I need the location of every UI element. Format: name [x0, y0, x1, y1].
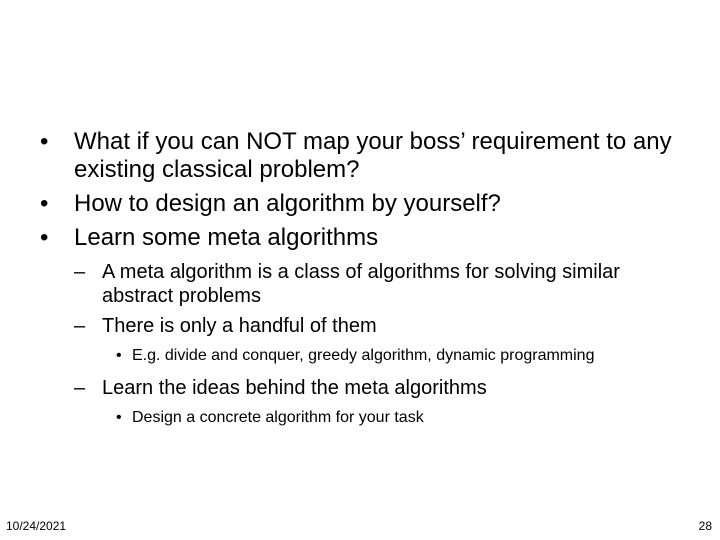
- bullet-item: [30, 224, 690, 252]
- sub-bullet-item: [30, 260, 690, 308]
- page-number: 28: [698, 519, 712, 533]
- bullet-item: [30, 128, 690, 184]
- bullet-item: [30, 190, 690, 218]
- dash-marker: –: [74, 261, 86, 283]
- bullet-text: Learn some meta algorithms: [74, 224, 379, 251]
- bullet-text: How to design an algorithm by yourself?: [74, 190, 501, 217]
- footer-date: 10/24/2021: [6, 519, 67, 533]
- sub-bullet-item: [30, 314, 690, 338]
- bullet-marker: •: [40, 190, 49, 217]
- bullet-marker: •: [40, 224, 49, 251]
- dash-marker: –: [74, 315, 86, 337]
- dash-marker: –: [74, 377, 86, 399]
- sub-sub-bullet-item: [30, 408, 690, 428]
- bullet-text: What if you can NOT map your boss’ requirement to any existing classical problem?: [74, 128, 672, 183]
- bullet-marker: •: [116, 347, 122, 364]
- sub-bullet-text: Learn the ideas behind the meta algorithms: [102, 377, 487, 399]
- bullet-marker: •: [40, 128, 49, 155]
- sub-sub-bullet-text: Design a concrete algorithm for your task: [132, 409, 424, 426]
- slide-content: [30, 128, 690, 428]
- sub-bullet-text: A meta algorithm is a class of algorithms for solving similar abstract problems: [102, 261, 620, 307]
- bullet-marker: •: [116, 409, 122, 426]
- sub-sub-bullet-text: E.g. divide and conquer, greedy algorithm, dynamic programming: [132, 347, 595, 364]
- sub-sub-bullet-item: [30, 346, 690, 366]
- sub-bullet-item: [30, 376, 690, 400]
- sub-bullet-text: There is only a handful of them: [102, 315, 377, 337]
